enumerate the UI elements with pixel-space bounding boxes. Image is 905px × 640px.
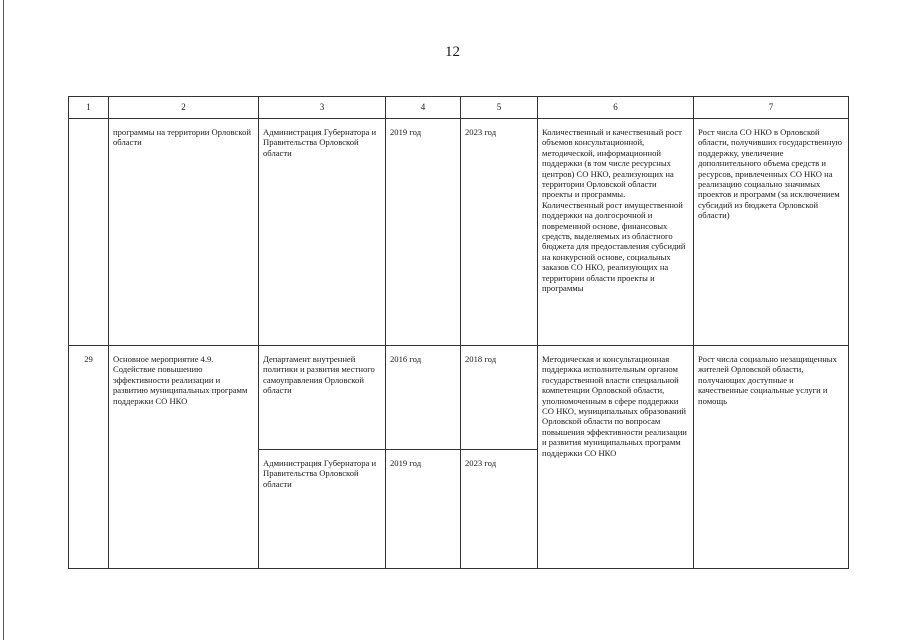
- row-number-cell: 29: [69, 346, 109, 569]
- header-cell: 1: [69, 97, 109, 119]
- end-year-cell: 2018 год: [461, 346, 538, 450]
- expected-result-cell: Количественный и качественный рост объемов консультационной, методической, информационной поддержки (в том числе ресурсных центров) СО НКО, реализующих на территории Орловской области проекты и программы. Количественный рост имущественной поддержки на долгосрочной и повременной основе, финансовых средств, выделяемых из областного бюджета для предоставления субсидий на конкурсной основе, социальных заказов СО НКО, реализующих на территории области проекты и программы: [538, 119, 694, 346]
- table-row: [69, 346, 849, 450]
- end-year-cell: 2023 год: [461, 450, 538, 569]
- start-year-cell: 2019 год: [386, 119, 461, 346]
- event-cell: Основное мероприятие 4.9. Содействие повышению эффективности реализации и развитию муниципальных программ поддержки СО НКО: [109, 346, 259, 569]
- header-cell: 2: [109, 97, 259, 119]
- executor-cell: Департамент внутренней политики и развития местного самоуправления Орловской области: [259, 346, 386, 450]
- row-number-cell: [69, 119, 109, 346]
- header-cell: 6: [538, 97, 694, 119]
- indicator-cell: Рост числа СО НКО в Орловской области, получивших государственную поддержку, увеличение дополнительного объема средств и ресурсов, привлеченных СО НКО на реализацию социально значимых проектов и программ (за исключением субсидий из бюджета Орловской области): [694, 119, 849, 346]
- header-cell: 4: [386, 97, 461, 119]
- end-year-cell: 2023 год: [461, 119, 538, 346]
- header-cell: 3: [259, 97, 386, 119]
- page-edge-line: [3, 0, 4, 640]
- table-row: [69, 119, 849, 346]
- executor-cell: Администрация Губернатора и Правительства Орловской области: [259, 119, 386, 346]
- program-table: [68, 96, 849, 569]
- expected-result-cell: Методическая и консультационная поддержка исполнительным органом государственной власти специальной компетенции Орловской области, уполномоченным в сфере поддержки СО НКО, муниципальных образований Орловской области по вопросам повышения эффективности реализации и развития муниципальных программ поддержки СО НКО: [538, 346, 694, 569]
- indicator-cell: Рост числа социально незащищенных жителей Орловской области, получающих доступные и качественные социальные услуги и помощь: [694, 346, 849, 569]
- executor-cell: Администрация Губернатора и Правительства Орловской области: [259, 450, 386, 569]
- table-header-row: [69, 97, 849, 119]
- start-year-cell: 2016 год: [386, 346, 461, 450]
- header-cell: 5: [461, 97, 538, 119]
- start-year-cell: 2019 год: [386, 450, 461, 569]
- header-cell: 7: [694, 97, 849, 119]
- event-cell: программы на территории Орловской области: [109, 119, 259, 346]
- page-number: 12: [445, 44, 460, 60]
